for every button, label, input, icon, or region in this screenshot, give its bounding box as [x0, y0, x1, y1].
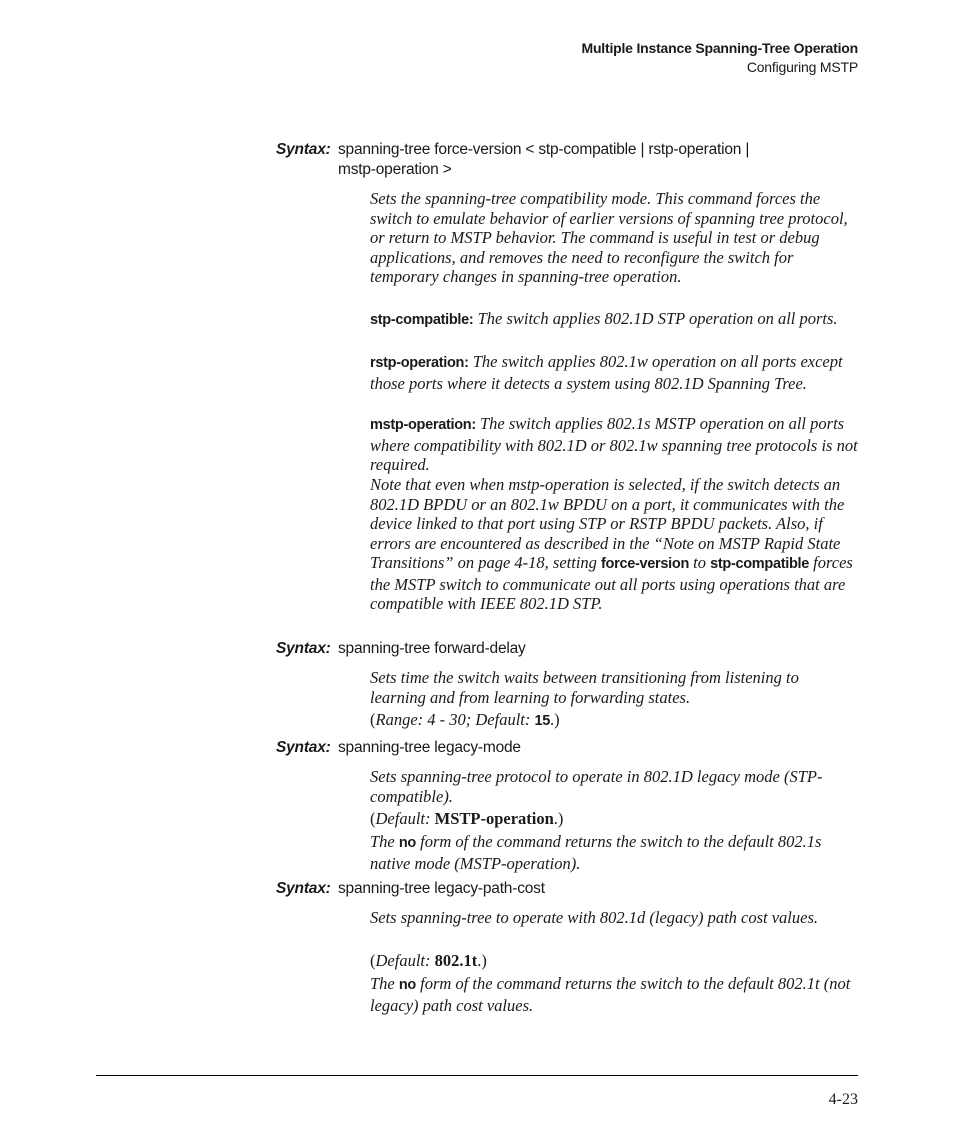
option-mstp-operation: [370, 414, 858, 475]
default-text: Default:: [375, 951, 431, 970]
no-form-text-b: form of the command returns the switch to the default 802.1s native mode (MSTP-operation).: [370, 832, 822, 873]
command-legacy-mode: spanning-tree legacy-mode: [338, 739, 521, 756]
legacy-path-cost-description: Sets spanning-tree to operate with 802.1d (legacy) path cost values.: [370, 908, 819, 927]
option-text: The switch applies 802.1D STP operation on all ports.: [477, 309, 838, 328]
running-header-title: Multiple Instance Spanning-Tree Operation: [581, 40, 858, 56]
default-value: 802.1t: [434, 951, 478, 970]
paren-close: .): [553, 809, 564, 828]
syntax-forward-delay: [276, 639, 526, 659]
option-term: rstp-operation:: [370, 355, 469, 371]
paren-close: .): [550, 710, 560, 729]
range-text: Range: 4 - 30; Default:: [375, 710, 531, 729]
option-text: The switch applies 802.1s MSTP operation on all ports where compatibility with 802.1D or 802.1w spanning tree protocols is not required.: [370, 414, 858, 474]
page-number: 4-23: [828, 1091, 858, 1108]
legacy-path-cost-default: [370, 951, 858, 971]
option-stp-compatible: [370, 309, 858, 331]
syntax-label: Syntax:: [276, 640, 331, 657]
command-forward-delay: spanning-tree forward-delay: [338, 640, 526, 657]
paren-close: .): [477, 951, 487, 970]
option-text: The switch applies 802.1w operation on all ports except those ports where it detects a system using 802.1D Spanning Tree.: [370, 352, 843, 393]
note-text-c: to: [693, 553, 706, 572]
footer-rule: [96, 1075, 858, 1076]
command-legacy-path-cost: spanning-tree legacy-path-cost: [338, 880, 545, 897]
syntax-label: Syntax:: [276, 141, 331, 158]
note-text-d: forces the MSTP switch to communicate out all ports using operations that are compatible with IEEE 802.1D STP.: [370, 553, 853, 613]
option-rstp-operation: [370, 352, 858, 393]
no-keyword: no: [398, 977, 416, 993]
default-text: Default:: [375, 809, 431, 828]
force-version-description: Sets the spanning-tree compatibility mode. This command forces the switch to emulate behavior of earlier versions of spanning tree protocol, or return to MSTP behavior. The command is useful in test or debug applications, and removes the need to reconfigure the switch for temporary changes in spanning-tree operation.: [370, 189, 848, 286]
syntax-label: Syntax:: [276, 880, 331, 897]
option-term: mstp-operation:: [370, 417, 476, 433]
note-keyword-force-version: force-version: [601, 556, 689, 572]
note-keyword-stp-compatible: stp-compatible: [710, 556, 810, 572]
legacy-mode-no-form: [370, 832, 858, 873]
syntax-legacy-path-cost: [276, 879, 545, 899]
forward-delay-range: [370, 710, 858, 732]
force-version-note: [370, 475, 858, 614]
paren-open: (: [370, 809, 376, 828]
no-form-text-a: The: [370, 974, 395, 993]
running-header-subtitle: Configuring MSTP: [746, 59, 858, 75]
legacy-path-cost-no-form: [370, 974, 858, 1015]
legacy-mode-description: Sets spanning-tree protocol to operate in 802.1D legacy mode (STP-compatible).: [370, 767, 823, 806]
paren-open: (: [370, 710, 376, 729]
syntax-label: Syntax:: [276, 739, 331, 756]
paren-open: (: [370, 951, 376, 970]
command-force-version-line1: spanning-tree force-version < stp-compatible | rstp-operation |: [338, 141, 750, 158]
command-force-version-line2: mstp-operation >: [338, 161, 452, 178]
legacy-mode-default: [370, 809, 858, 829]
syntax-legacy-mode: [276, 738, 521, 758]
syntax-force-version: [276, 140, 750, 178]
note-text-a: Note that even when mstp-operation is selected, if the switch detects an 802.1D BPDU or an 802.1w BPDU on a port, it communicates with the device linked to that port using STP or RSTP BPDU packets. Also, if errors are encountered as described in the “Note on MSTP Rapid State Transitions” on page 4-18, setting: [370, 475, 845, 572]
forward-delay-description: Sets time the switch waits between transitioning from listening to learning and from learning to forwarding states.: [370, 668, 799, 707]
no-form-text-a: The: [370, 832, 395, 851]
range-default-value: 15: [534, 713, 551, 729]
default-value: MSTP-operation: [434, 809, 554, 828]
no-keyword: no: [398, 835, 416, 851]
option-term: stp-compatible:: [370, 312, 474, 328]
no-form-text-b: form of the command returns the switch to the default 802.1t (not legacy) path cost values.: [370, 974, 851, 1015]
